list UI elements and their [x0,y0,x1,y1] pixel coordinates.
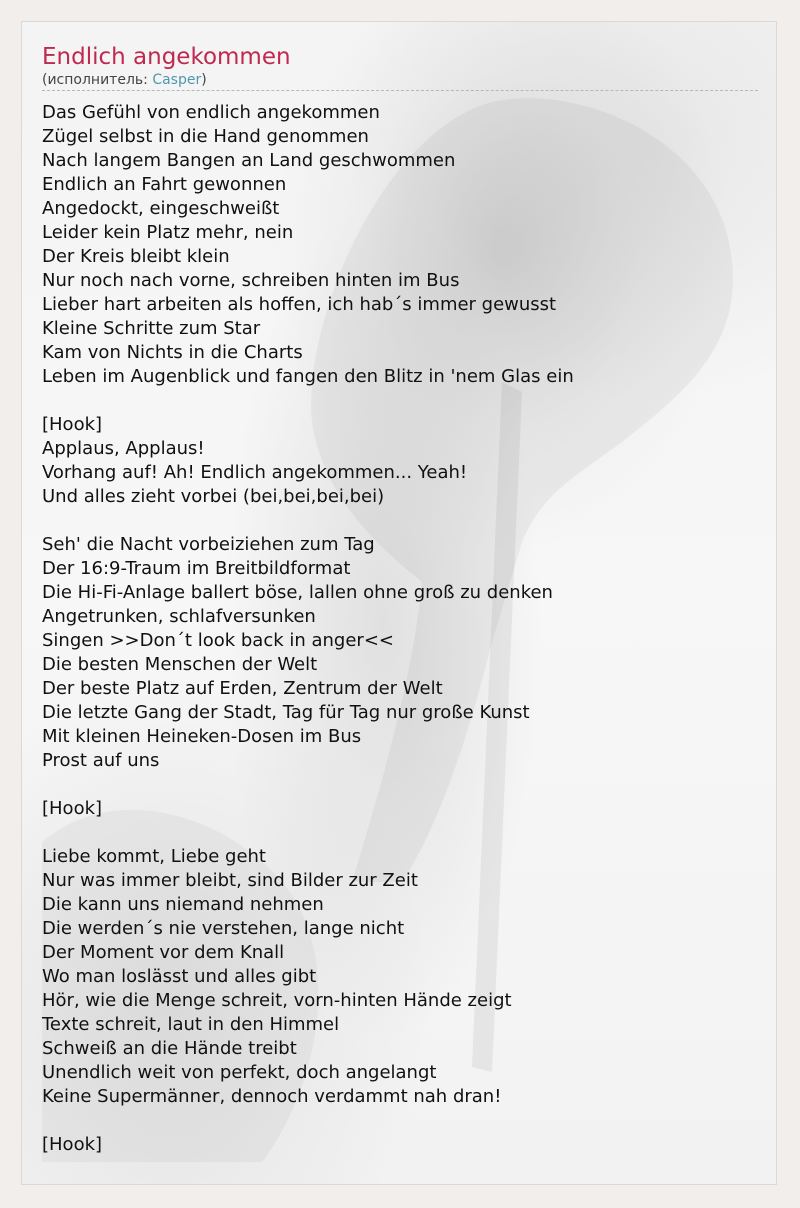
lyric-line: Angedockt, eingeschweißt [42,198,280,219]
lyric-line: Der 16:9-Traum im Breitbildformat [42,558,351,579]
lyric-line: Mit kleinen Heineken-Dosen im Bus [42,726,362,747]
lyric-line: Wo man loslässt und alles gibt [42,966,317,987]
lyric-line: Texte schreit, laut in den Himmel [42,1014,340,1035]
lyric-line: Das Gefühl von endlich angekommen [42,102,380,123]
lyric-line: Der Moment vor dem Knall [42,942,285,963]
lyric-line: Endlich an Fahrt gewonnen [42,174,287,195]
lyric-line: [Hook] [42,1134,103,1155]
song-header [42,42,758,91]
lyric-line: Die kann uns niemand nehmen [42,894,324,915]
lyric-line [42,389,758,413]
artist-line [42,71,207,89]
lyric-line: Seh' die Nacht vorbeiziehen zum Tag [42,534,375,555]
lyric-line: Der Kreis bleibt klein [42,246,230,267]
lyric-line: Kam von Nichts in die Charts [42,342,303,363]
lyric-line: Keine Supermänner, dennoch verdammt nah dran! [42,1086,502,1107]
lyrics-text [42,101,758,1157]
lyric-line: Nach langem Bangen an Land geschwommen [42,150,456,171]
lyric-line [42,509,758,533]
lyric-line: Nur noch nach vorne, schreiben hinten im Bus [42,270,460,291]
artist-prefix: (исполнитель: [42,72,153,88]
artist-suffix: ) [201,72,207,88]
lyric-line [42,773,758,797]
lyrics-card [21,21,777,1185]
lyric-line: Die Hi-Fi-Anlage ballert böse, lallen ohne groß zu denken [42,582,553,603]
lyric-line: Der beste Platz auf Erden, Zentrum der Welt [42,678,443,699]
lyric-line: Schweiß an die Hände treibt [42,1038,297,1059]
lyric-line: Nur was immer bleibt, sind Bilder zur Zeit [42,870,418,891]
lyric-line: Kleine Schritte zum Star [42,318,261,339]
lyric-line: Und alles zieht vorbei (bei,bei,bei,bei) [42,486,385,507]
lyric-line: Angetrunken, schlafversunken [42,606,316,627]
lyric-line: Lieber hart arbeiten als hoffen, ich hab´s immer gewusst [42,294,557,315]
lyric-line: Die letzte Gang der Stadt, Tag für Tag nur große Kunst [42,702,530,723]
lyric-line: Prost auf uns [42,750,160,771]
lyric-line: Vorhang auf! Ah! Endlich angekommen... Yeah! [42,462,468,483]
artist-link[interactable]: Casper [152,72,202,88]
lyric-line: Applaus, Applaus! [42,438,205,459]
song-title: Endlich angekommen [42,44,291,70]
lyric-line: Zügel selbst in die Hand genommen [42,126,369,147]
lyric-line: [Hook] [42,414,103,435]
lyric-line: Leben im Augenblick und fangen den Blitz in 'nem Glas ein [42,366,574,387]
lyric-line [42,821,758,845]
lyric-line: Leider kein Platz mehr, nein [42,222,294,243]
lyric-line: [Hook] [42,798,103,819]
lyric-line: Die besten Menschen der Welt [42,654,318,675]
lyric-line: Unendlich weit von perfekt, doch angelangt [42,1062,437,1083]
lyric-line: Singen >>Don´t look back in anger<< [42,630,394,651]
lyric-line: Hör, wie die Menge schreit, vorn-hinten Hände zeigt [42,990,512,1011]
lyric-line: Liebe kommt, Liebe geht [42,846,266,867]
lyric-line [42,1109,758,1133]
lyric-line: Die werden´s nie verstehen, lange nicht [42,918,405,939]
